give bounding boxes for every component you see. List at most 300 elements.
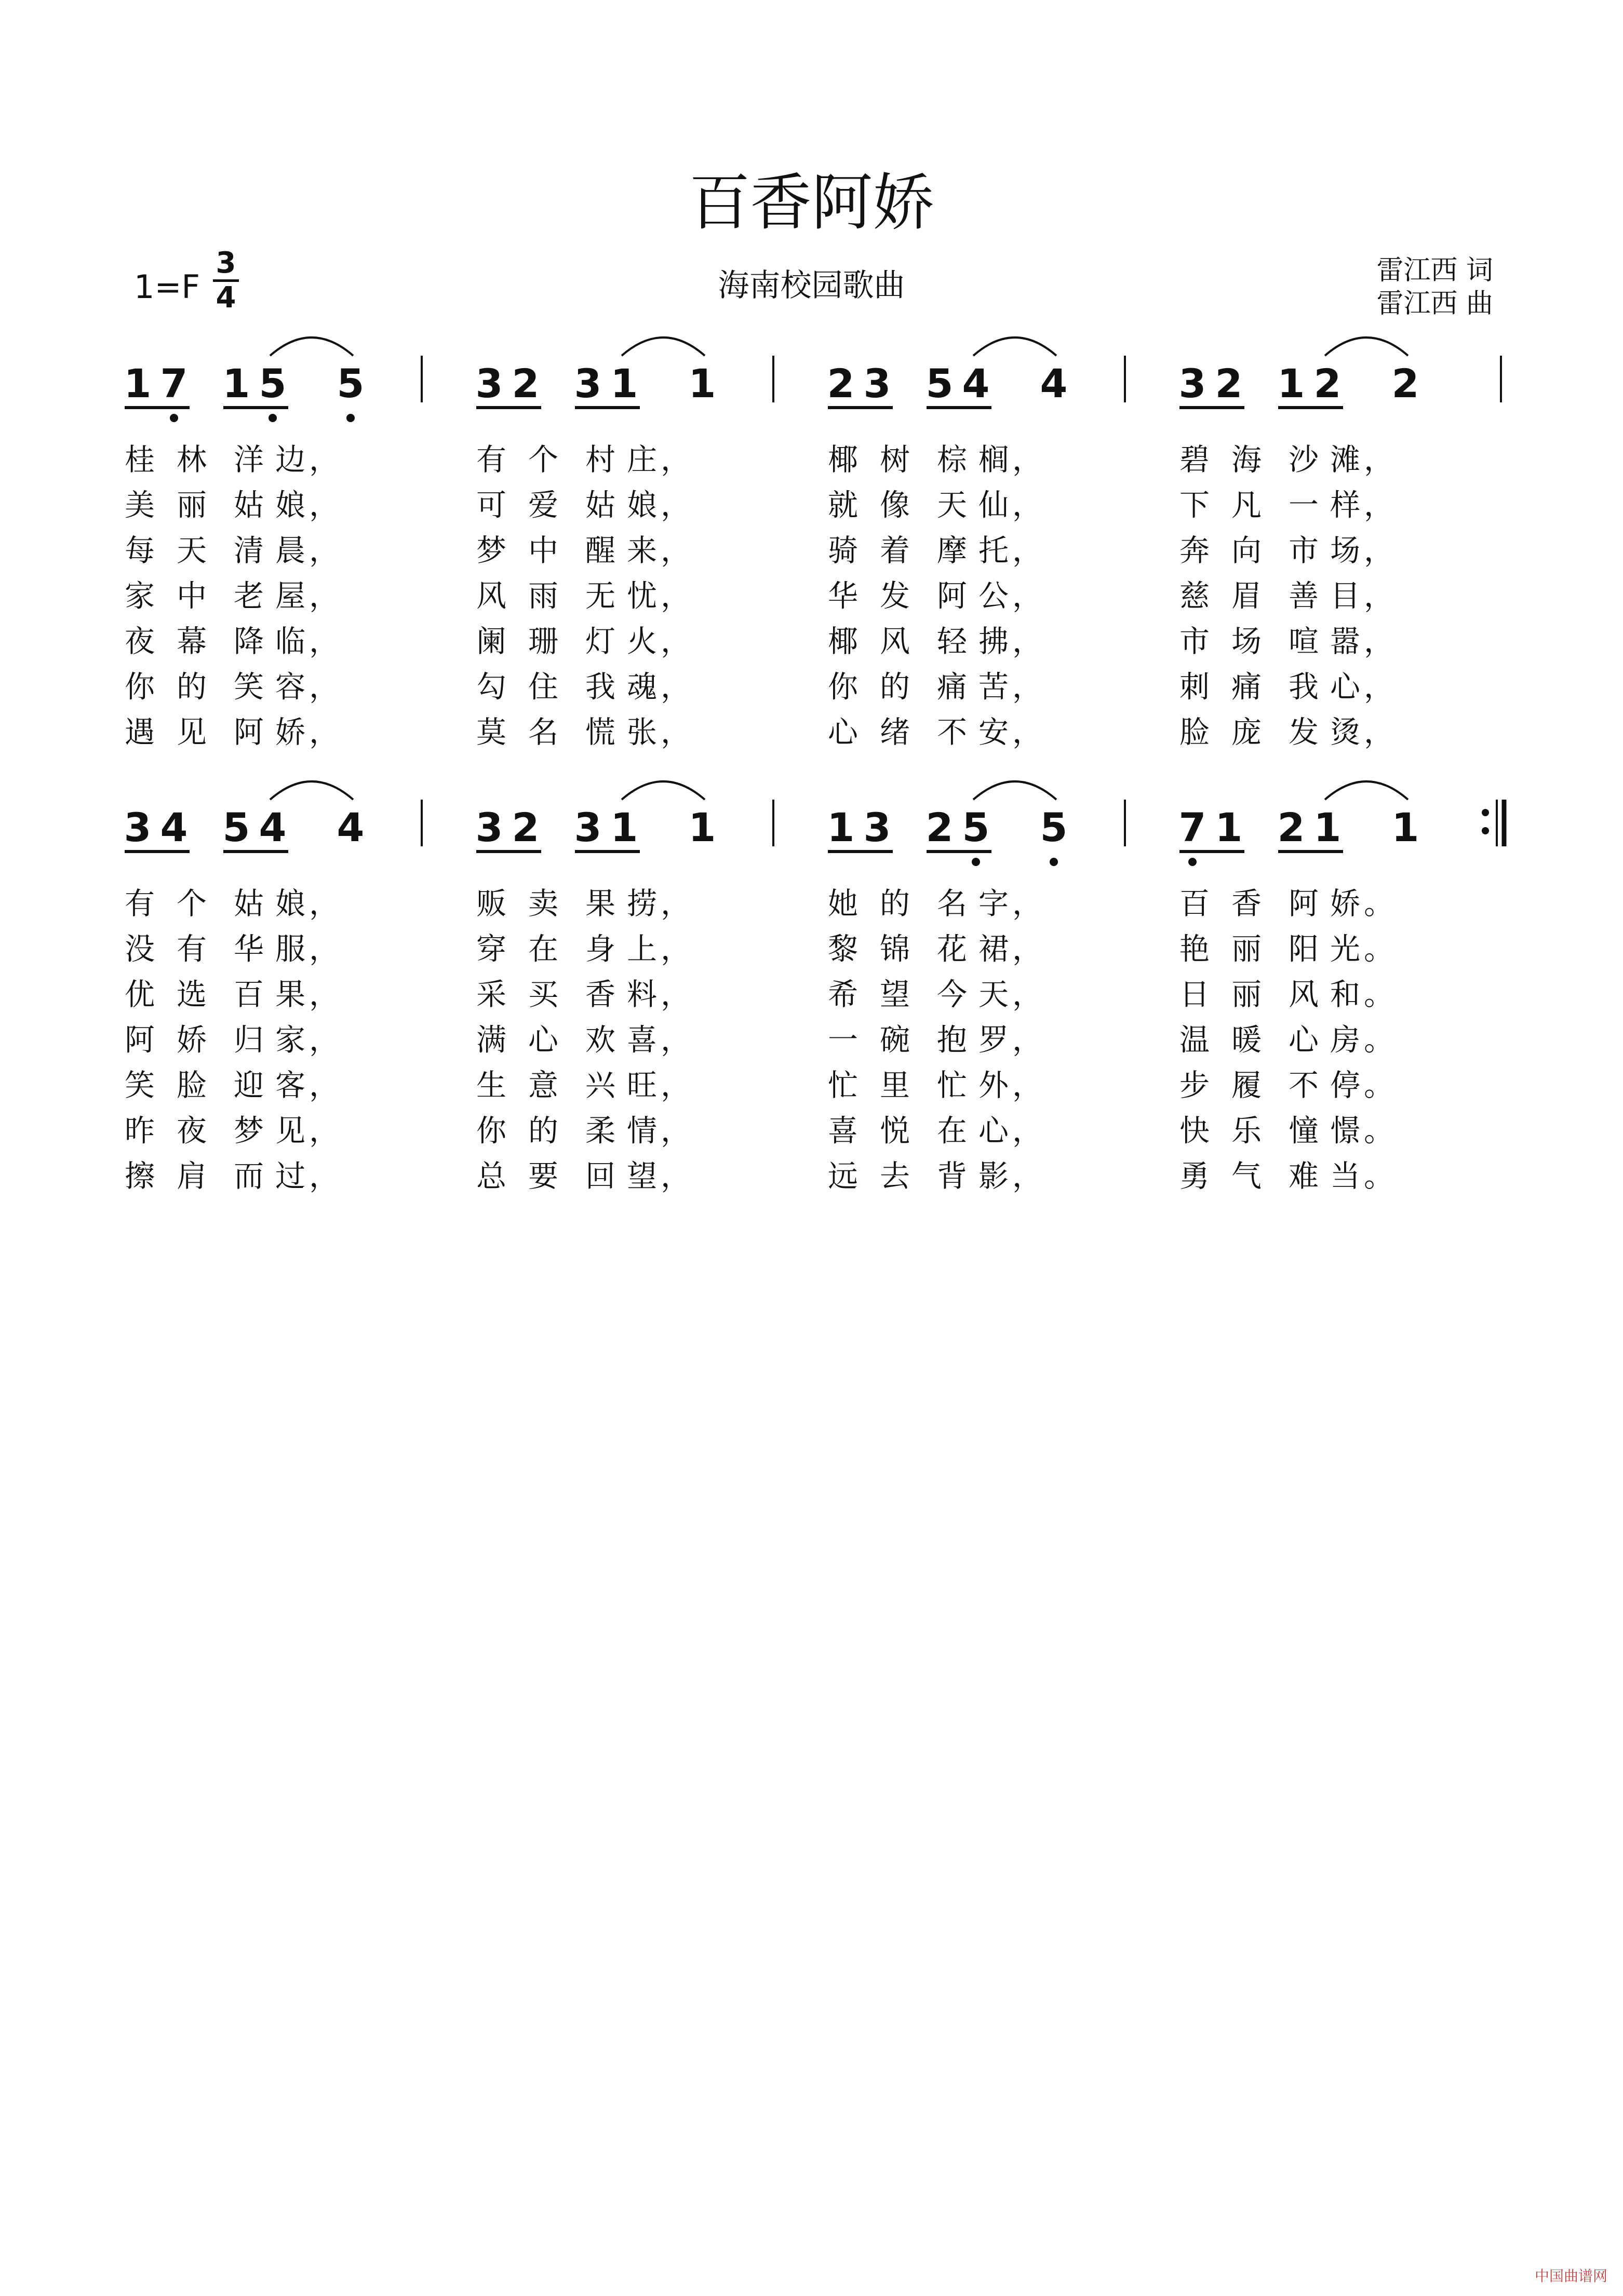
lyric-character: 料 — [627, 977, 658, 1012]
lyric-character: 姑 — [585, 487, 616, 523]
lyric-character: 树 — [880, 442, 910, 477]
lyric-character: 没 — [125, 931, 155, 967]
jianpu-note: 2 — [1391, 360, 1419, 407]
lyric-character: 贩 — [476, 886, 507, 921]
lyric-character: 庞 — [1231, 714, 1262, 750]
lyric-character: 桂 — [125, 442, 155, 477]
lyric-character: 情 — [627, 1113, 658, 1149]
lyric-character: ， — [661, 1113, 691, 1149]
lyric-character: 中 — [177, 578, 207, 614]
jianpu-note: 1 — [222, 360, 250, 407]
lyric-character: 不 — [1289, 1068, 1319, 1103]
lyric-character: 娇 — [275, 714, 306, 750]
lyric-character: ， — [309, 1113, 340, 1149]
lyric-character: 梦 — [476, 533, 507, 568]
tie-arc — [622, 337, 705, 356]
low-octave-dot — [170, 414, 178, 422]
jianpu-note: 2 — [925, 804, 954, 850]
lyric-character: 下 — [1179, 487, 1210, 523]
lyric-character: 姑 — [234, 886, 264, 921]
lyric-character: 榈 — [978, 442, 1009, 477]
lyric-character: 兴 — [585, 1068, 616, 1103]
jianpu-note: 1 — [1277, 360, 1305, 407]
lyric-character: 我 — [585, 669, 616, 705]
tie-arc — [270, 337, 353, 356]
lyric-character: ， — [1012, 624, 1043, 659]
jianpu-note: 1 — [610, 804, 638, 850]
lyric-character: ， — [661, 578, 691, 614]
lyric-character: 棕 — [937, 442, 968, 477]
lyric-character: 华 — [234, 931, 264, 967]
jianpu-note: 2 — [1277, 804, 1305, 850]
lyric-character: 丽 — [1231, 977, 1262, 1012]
lyric-character: ， — [309, 624, 340, 659]
lyric-character: 选 — [177, 977, 207, 1012]
lyric-character: 悦 — [880, 1113, 910, 1149]
lyric-character: 影 — [978, 1158, 1009, 1194]
lyric-character: 边 — [275, 442, 306, 477]
lyric-character: 勾 — [476, 669, 507, 705]
repeat-dot — [1482, 827, 1489, 834]
lyric-character: 停 — [1330, 1068, 1361, 1103]
lyric-character: ， — [309, 442, 340, 477]
lyric-character: ， — [1012, 1022, 1043, 1058]
lyric-character: ， — [1012, 1113, 1043, 1149]
lyric-character: 骑 — [828, 533, 859, 568]
lyric-character: 和 — [1330, 977, 1361, 1012]
lyric-character: 拂 — [978, 624, 1009, 659]
jianpu-note: 1 — [610, 360, 638, 407]
lyric-character: 晨 — [275, 533, 306, 568]
lyric-character: 履 — [1231, 1068, 1262, 1103]
lyric-character: 。 — [1364, 1113, 1394, 1149]
jianpu-note: 7 — [1178, 804, 1206, 850]
lyric-character: 希 — [828, 977, 859, 1012]
lyric-character: 的 — [880, 669, 910, 705]
lyric-character: ， — [1012, 977, 1043, 1012]
lyric-character: 的 — [880, 886, 910, 921]
lyric-character: 日 — [1179, 977, 1210, 1012]
lyric-character: ， — [1012, 669, 1043, 705]
lyric-character: 绪 — [880, 714, 910, 750]
jianpu-note: 4 — [160, 804, 188, 850]
jianpu-note: 1 — [688, 360, 716, 407]
lyric-character: 清 — [234, 533, 264, 568]
lyric-character: ， — [1012, 1158, 1043, 1194]
lyric-character: 当 — [1330, 1158, 1361, 1194]
lyric-character: ， — [661, 442, 691, 477]
lyric-character: ， — [309, 1022, 340, 1058]
lyric-character: 你 — [125, 669, 155, 705]
lyric-character: 张 — [627, 714, 658, 750]
lyric-character: 背 — [937, 1158, 968, 1194]
tie-arc — [973, 337, 1056, 356]
lyric-character: 丽 — [1231, 931, 1262, 967]
lyric-character: 身 — [585, 931, 616, 967]
lyric-character: ， — [661, 1158, 691, 1194]
lyric-character: 珊 — [528, 624, 559, 659]
lyric-character: 个 — [528, 442, 559, 477]
lyric-character: 你 — [828, 669, 859, 705]
lyric-character: 慈 — [1179, 578, 1210, 614]
repeat-dot — [1482, 809, 1489, 816]
jianpu-note: 3 — [574, 360, 602, 407]
jianpu-note: 5 — [925, 360, 954, 407]
lyric-character: 望 — [880, 977, 910, 1012]
lyric-character: 样 — [1330, 487, 1361, 523]
jianpu-note: 1 — [1391, 804, 1419, 850]
jianpu-note: 1 — [688, 804, 716, 850]
lyric-character: 凡 — [1231, 487, 1262, 523]
lyric-character: 在 — [528, 931, 559, 967]
lyric-character: 目 — [1330, 578, 1361, 614]
lyric-character: 艳 — [1179, 931, 1210, 967]
lyric-character: 阿 — [125, 1022, 155, 1058]
lyric-character: 着 — [880, 533, 910, 568]
lyric-character: 心 — [1330, 669, 1361, 705]
lyric-character: 娘 — [275, 487, 306, 523]
lyric-character: 昨 — [125, 1113, 155, 1149]
lyric-character: 我 — [1289, 669, 1319, 705]
lyric-character: 远 — [828, 1158, 859, 1194]
lyric-character: 华 — [828, 578, 859, 614]
lyric-character: 阑 — [476, 624, 507, 659]
lyric-character: 生 — [476, 1068, 507, 1103]
lyric-character: 慌 — [585, 714, 616, 750]
lyric-character: ， — [1012, 533, 1043, 568]
lyric-character: 娇 — [177, 1022, 207, 1058]
lyric-character: 买 — [528, 977, 559, 1012]
lyric-character: 碗 — [880, 1022, 910, 1058]
tie-arc — [1325, 337, 1408, 356]
lyric-character: ， — [661, 669, 691, 705]
lyric-character: 香 — [1231, 886, 1262, 921]
lyric-character: 笑 — [125, 1068, 155, 1103]
lyric-character: 娘 — [275, 886, 306, 921]
lyric-character: 憧 — [1289, 1113, 1319, 1149]
lyric-character: ， — [1364, 578, 1394, 614]
lyric-character: 心 — [828, 714, 859, 750]
lyric-character: ， — [661, 886, 691, 921]
lyric-character: 意 — [528, 1068, 559, 1103]
lyric-character: ， — [1364, 624, 1394, 659]
lyric-character: 喜 — [627, 1022, 658, 1058]
lyric-character: ， — [309, 487, 340, 523]
lyric-character: 温 — [1179, 1022, 1210, 1058]
lyric-character: 抱 — [937, 1022, 968, 1058]
lyric-character: 无 — [585, 578, 616, 614]
lyric-character: 迎 — [234, 1068, 264, 1103]
lyric-character: 要 — [528, 1158, 559, 1194]
lyric-character: 善 — [1289, 578, 1319, 614]
lyric-character: 一 — [1289, 487, 1319, 523]
lyric-character: ， — [1012, 487, 1043, 523]
lyric-character: 擦 — [125, 1158, 155, 1194]
lyric-character: 丽 — [177, 487, 207, 523]
lyric-character: 市 — [1289, 533, 1319, 568]
song-subtitle: 海南校园歌曲 — [718, 267, 905, 304]
lyric-character: 步 — [1179, 1068, 1210, 1103]
low-octave-dot — [269, 414, 277, 422]
lyric-character: 捞 — [627, 886, 658, 921]
lyric-character: 个 — [177, 886, 207, 921]
lyric-character: ， — [661, 533, 691, 568]
lyric-character: 夜 — [177, 1113, 207, 1149]
lyric-character: 在 — [937, 1113, 968, 1149]
lyric-character: ， — [661, 977, 691, 1012]
lyric-character: 的 — [177, 669, 207, 705]
lyric-character: 她 — [828, 886, 859, 921]
lyric-character: 望 — [627, 1158, 658, 1194]
lyric-character: ， — [1012, 714, 1043, 750]
lyric-character: 托 — [978, 533, 1009, 568]
lyric-character: 仙 — [978, 487, 1009, 523]
lyric-character: ， — [1012, 578, 1043, 614]
lyric-character: 笑 — [234, 669, 264, 705]
lyric-character: 像 — [880, 487, 910, 523]
lyric-character: 雨 — [528, 578, 559, 614]
lyric-character: 沙 — [1289, 442, 1319, 477]
lyric-character: 百 — [1179, 886, 1210, 921]
lyric-character: 百 — [234, 977, 264, 1012]
lyric-character: ， — [661, 624, 691, 659]
lyric-character: 魂 — [627, 669, 658, 705]
lyric-character: 天 — [177, 533, 207, 568]
lyric-character: 。 — [1364, 977, 1394, 1012]
lyric-character: ， — [1012, 931, 1043, 967]
lyric-character: 气 — [1231, 1158, 1262, 1194]
jianpu-note: 3 — [574, 804, 602, 850]
lyric-character: 风 — [476, 578, 507, 614]
lyric-character: 回 — [585, 1158, 616, 1194]
lyric-character: ， — [309, 1158, 340, 1194]
lyric-character: 家 — [125, 578, 155, 614]
lyric-character: 风 — [880, 624, 910, 659]
lyric-character: 天 — [937, 487, 968, 523]
lyric-character: 灯 — [585, 624, 616, 659]
time-signature-bottom: 4 — [216, 281, 236, 315]
lyric-character: ， — [661, 1022, 691, 1058]
lyric-character: 里 — [880, 1068, 910, 1103]
jianpu-note: 1 — [1313, 804, 1342, 850]
jianpu-note: 4 — [1040, 360, 1068, 407]
lyric-character: 家 — [275, 1022, 306, 1058]
lyric-character: ， — [309, 931, 340, 967]
lyric-character: 美 — [125, 487, 155, 523]
lyric-character: 有 — [177, 931, 207, 967]
lyric-character: 村 — [585, 442, 616, 477]
lyric-character: 心 — [528, 1022, 559, 1058]
lyric-character: 苦 — [978, 669, 1009, 705]
jianpu-note: 5 — [1040, 804, 1068, 850]
lyric-character: 风 — [1289, 977, 1319, 1012]
lyric-character: 憬 — [1330, 1113, 1361, 1149]
lyric-character: ， — [661, 487, 691, 523]
jianpu-note: 7 — [160, 360, 188, 407]
lyric-character: 醒 — [585, 533, 616, 568]
lyric-character: 。 — [1364, 1068, 1394, 1103]
lyric-character: ， — [1364, 669, 1394, 705]
lyric-character: ， — [309, 886, 340, 921]
lyric-character: 安 — [978, 714, 1009, 750]
lyric-character: 可 — [476, 487, 507, 523]
lyric-character: 见 — [275, 1113, 306, 1149]
jianpu-note: 3 — [1178, 360, 1206, 407]
lyric-character: 而 — [234, 1158, 264, 1194]
lyric-character: 乐 — [1231, 1113, 1262, 1149]
lyric-character: 庄 — [627, 442, 658, 477]
lyric-character: 椰 — [828, 442, 859, 477]
lyric-character: ， — [1012, 442, 1043, 477]
lyric-character: 名 — [937, 886, 968, 921]
lyric-character: 你 — [476, 1113, 507, 1149]
lyric-character: 向 — [1231, 533, 1262, 568]
low-octave-dot — [346, 414, 355, 422]
lyric-character: 脸 — [1179, 714, 1210, 750]
jianpu-note: 3 — [863, 804, 891, 850]
lyric-character: 阳 — [1289, 931, 1319, 967]
lyric-character: 林 — [177, 442, 207, 477]
lyric-character: 一 — [828, 1022, 859, 1058]
lyric-character: 心 — [1289, 1022, 1319, 1058]
lyric-character: 梦 — [234, 1113, 264, 1149]
lyric-character: 中 — [528, 533, 559, 568]
lyric-character: ， — [1364, 533, 1394, 568]
lyric-character: 快 — [1179, 1113, 1210, 1149]
jianpu-note: 4 — [259, 804, 287, 850]
lyric-character: ， — [309, 714, 340, 750]
lyric-character: 香 — [585, 977, 616, 1012]
lyric-character: ， — [309, 977, 340, 1012]
jianpu-note: 2 — [827, 360, 855, 407]
jianpu-note: 5 — [962, 804, 990, 850]
lyric-character: 嚣 — [1330, 624, 1361, 659]
lyric-character: 字 — [978, 886, 1009, 921]
lyric-character: 忧 — [627, 578, 658, 614]
lyric-character: 喜 — [828, 1113, 859, 1149]
tie-arc — [973, 781, 1056, 800]
lyric-character: 心 — [978, 1113, 1009, 1149]
lyric-character: 洋 — [234, 442, 264, 477]
lyric-character: 场 — [1330, 533, 1361, 568]
lyric-character: ， — [309, 578, 340, 614]
jianpu-note: 1 — [827, 804, 855, 850]
lyric-character: 市 — [1179, 624, 1210, 659]
lyric-character: 火 — [627, 624, 658, 659]
lyric-character: 难 — [1289, 1158, 1319, 1194]
lyric-character: 优 — [125, 977, 155, 1012]
jianpu-note: 2 — [512, 804, 540, 850]
lyric-character: 暖 — [1231, 1022, 1262, 1058]
lyric-character: 的 — [528, 1113, 559, 1149]
lyric-character: ， — [661, 931, 691, 967]
jianpu-note: 3 — [475, 360, 503, 407]
lyric-character: ， — [661, 1068, 691, 1103]
lyric-character: ， — [1012, 1068, 1043, 1103]
lyric-character: 裙 — [978, 931, 1009, 967]
jianpu-note: 3 — [124, 804, 152, 850]
song-title: 百香阿娇 — [689, 167, 934, 238]
lyric-character: 就 — [828, 487, 859, 523]
watermark-logo: 中国曲谱网 — [1534, 2267, 1607, 2285]
lyric-character: ， — [1364, 442, 1394, 477]
lyric-character: 摩 — [937, 533, 968, 568]
lyric-character: 柔 — [585, 1113, 616, 1149]
lyric-character: 发 — [880, 578, 910, 614]
lyric-character: 幕 — [177, 624, 207, 659]
time-signature-top: 3 — [216, 246, 236, 280]
lyric-character: 海 — [1231, 442, 1262, 477]
lyric-character: 上 — [627, 931, 658, 967]
lyric-character: ， — [309, 669, 340, 705]
lyric-character: 椰 — [828, 624, 859, 659]
lyric-character: 姑 — [234, 487, 264, 523]
jianpu-note: 1 — [124, 360, 152, 407]
lyricist-credit: 雷江西 词 — [1376, 255, 1493, 286]
low-octave-dot — [972, 858, 980, 866]
lyric-character: 滩 — [1330, 442, 1361, 477]
lyric-character: 过 — [275, 1158, 306, 1194]
jianpu-note: 2 — [1215, 360, 1243, 407]
lyric-character: 临 — [275, 624, 306, 659]
jianpu-note: 2 — [512, 360, 540, 407]
lyric-character: 房 — [1330, 1022, 1361, 1058]
lyric-character: 客 — [275, 1068, 306, 1103]
lyric-character: 有 — [476, 442, 507, 477]
lyric-character: 刺 — [1179, 669, 1210, 705]
lyric-character: 花 — [937, 931, 968, 967]
jianpu-note: 4 — [962, 360, 990, 407]
lyric-character: 老 — [234, 578, 264, 614]
lyric-character: 罗 — [978, 1022, 1009, 1058]
lyric-character: 黎 — [828, 931, 859, 967]
lyric-character: 肩 — [177, 1158, 207, 1194]
lyric-character: 每 — [125, 533, 155, 568]
jianpu-note: 3 — [863, 360, 891, 407]
jianpu-note: 2 — [1313, 360, 1342, 407]
tie-arc — [1325, 781, 1408, 800]
lyric-character: ， — [309, 533, 340, 568]
lyric-character: 喧 — [1289, 624, 1319, 659]
lyric-character: 奔 — [1179, 533, 1210, 568]
composer-credit: 雷江西 曲 — [1376, 288, 1493, 319]
lyric-character: 场 — [1231, 624, 1262, 659]
jianpu-note: 5 — [337, 360, 365, 407]
tie-arc — [622, 781, 705, 800]
lyric-character: 名 — [528, 714, 559, 750]
lyric-character: 痛 — [937, 669, 968, 705]
lyric-character: 卖 — [528, 886, 559, 921]
lyric-character: 烫 — [1330, 714, 1361, 750]
lyric-character: 娇 — [1330, 886, 1361, 921]
lyric-character: 今 — [937, 977, 968, 1012]
lyric-character: 去 — [880, 1158, 910, 1194]
jianpu-note: 4 — [337, 804, 365, 850]
lyric-character: 眉 — [1231, 578, 1262, 614]
lyric-character: 容 — [275, 669, 306, 705]
lyric-character: ， — [1364, 714, 1394, 750]
jianpu-note: 1 — [1215, 804, 1243, 850]
lyric-character: 。 — [1364, 886, 1394, 921]
lyric-character: 欢 — [585, 1022, 616, 1058]
lyric-character: 屋 — [275, 578, 306, 614]
lyric-character: 旺 — [627, 1068, 658, 1103]
lyric-character: 有 — [125, 886, 155, 921]
jianpu-note: 5 — [259, 360, 287, 407]
lyric-character: 娘 — [627, 487, 658, 523]
lyric-character: 。 — [1364, 931, 1394, 967]
lyric-character: 忙 — [937, 1068, 968, 1103]
